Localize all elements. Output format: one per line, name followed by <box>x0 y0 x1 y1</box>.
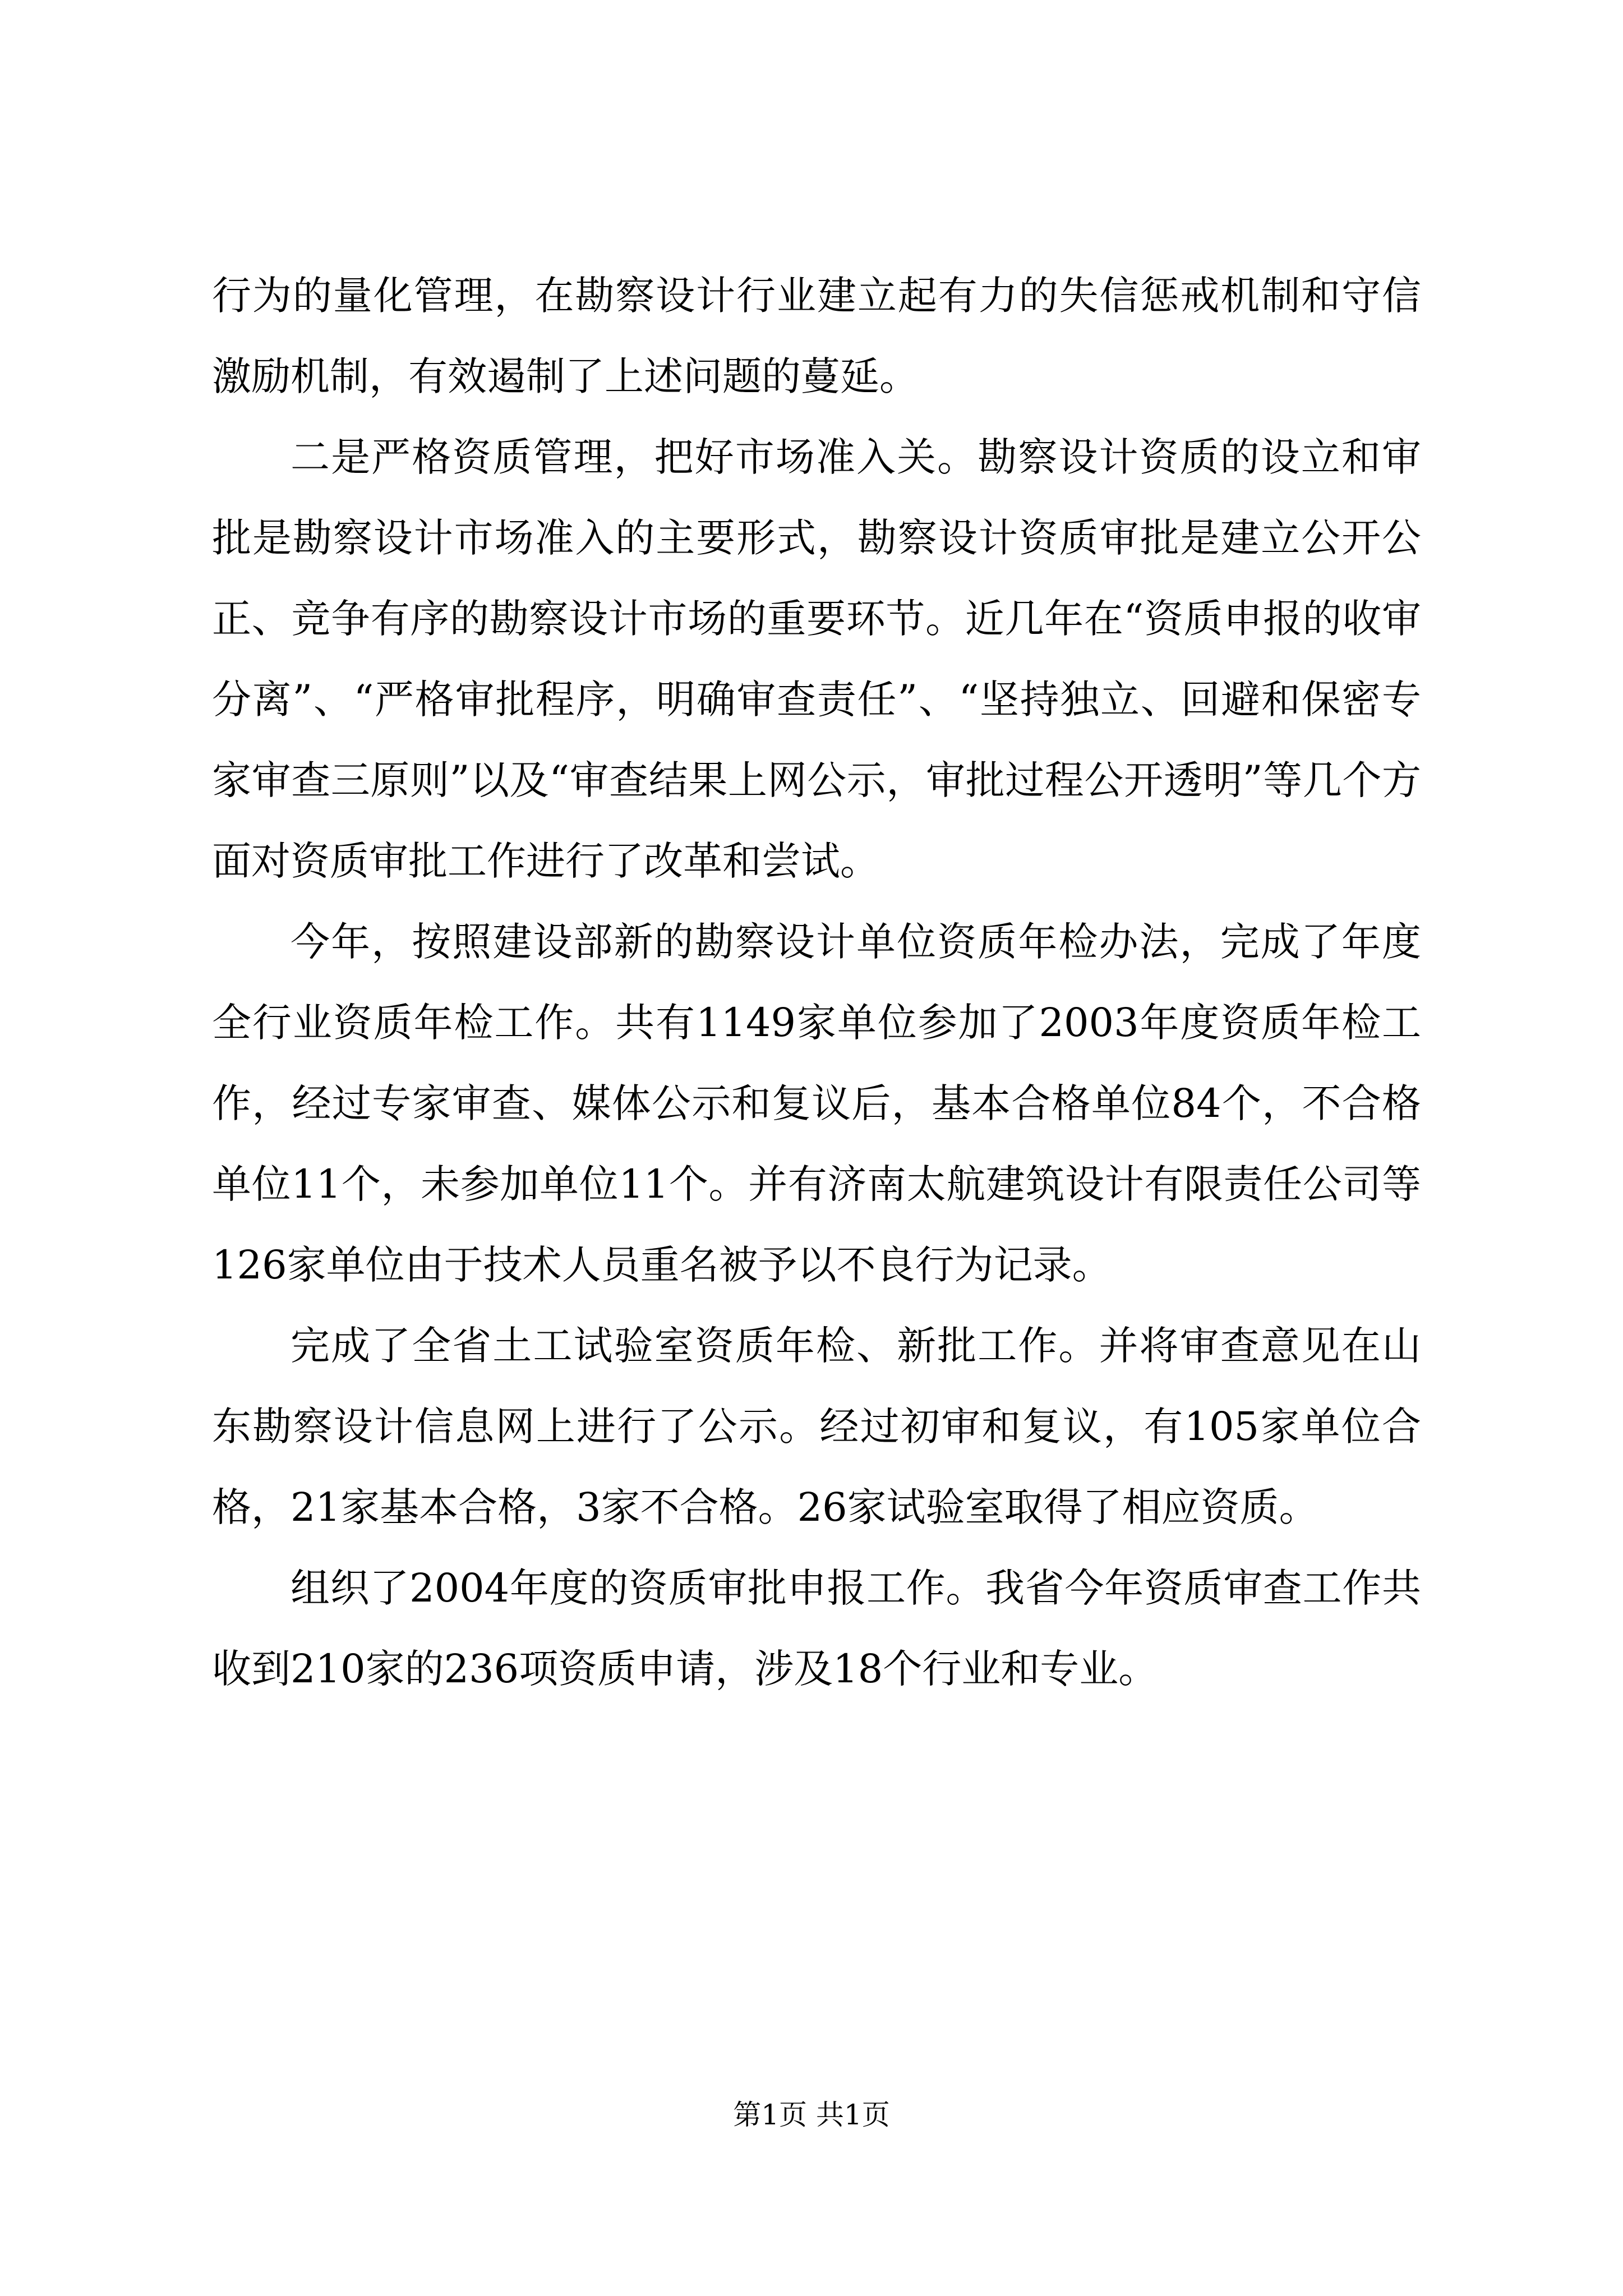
page-footer: 第1页 共1页 <box>733 2099 890 2131</box>
paragraph-3: 今年，按照建设部新的勘察设计单位资质年检办法，完成了年度全行业资质年检工作。共有1149家单位参加了2003年度资质年检工作，经过专家审查、媒体公示和复议后，基本合格单位84个，不合格单位11个，未参加单位11个。并有济南太航建筑设计有限责任公司等126家单位由于技术人员重名被予以不良行为记录。 <box>212 919 1421 1288</box>
paragraph-4: 完成了全省土工试验室资质年检、新批工作。并将审查意见在山东勘察设计信息网上进行了公示。经过初审和复议，有105家单位合格，21家基本合格，3家不合格。26家试验室取得了相应资质。 <box>212 1323 1421 1530</box>
document-body <box>212 266 1421 1709</box>
paragraph-1: 行为的量化管理，在勘察设计行业建立起有力的失信惩戒机制和守信激励机制，有效遏制了上述问题的蔓延。 <box>212 273 1421 399</box>
paragraph-2: 二是严格资质管理，把好市场准入关。勘察设计资质的设立和审批是勘察设计市场准入的主要形式，勘察设计资质审批是建立公开公正、竞争有序的勘察设计市场的重要环节。近几年在“资质申报的收审分离”、“严格审批程序，明确审查责任”、“坚持独立、回避和保密专家审查三原则”以及“审查结果上网公示，审批过程公开透明”等几个方面对资质审批工作进行了改革和尝试。 <box>212 434 1421 884</box>
paragraph-5: 组织了2004年度的资质审批申报工作。我省今年资质审查工作共收到210家的236项资质申请，涉及18个行业和专业。 <box>212 1565 1421 1692</box>
